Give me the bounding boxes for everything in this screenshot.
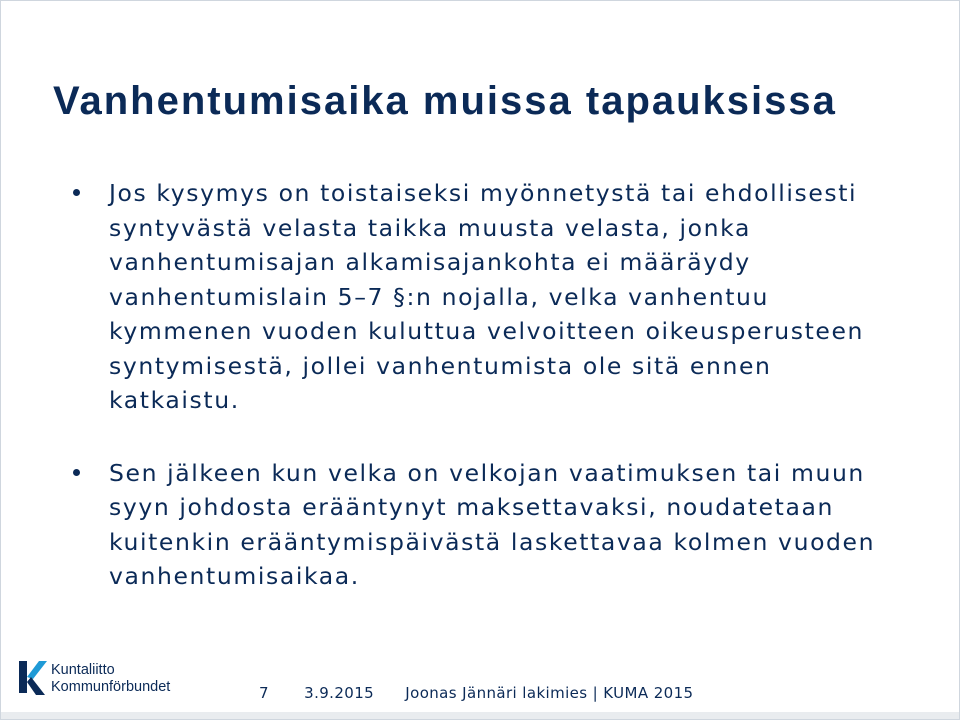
logo-line-1: Kuntaliitto <box>51 662 115 678</box>
bullet-item-2 <box>73 456 883 594</box>
bullet-item-1 <box>73 176 883 418</box>
slide-title: Vanhentumisaika muissa tapauksissa <box>53 79 837 123</box>
bullet-text-1: Jos kysymys on toistaiseksi myönnetystä tai ehdollisesti syntyvästä velasta taikka muusta velasta, jonka vanhentumisajan alkamisajankohta ei määräydy vanhentumislain 5–7 §:n nojalla, velka vanhentuu kymmenen vuoden kuluttua velvoitteen oikeusperusteen syntymisestä, jollei vanhentumista ole sitä ennen katkaistu. <box>109 179 865 414</box>
bullet-list <box>73 176 883 594</box>
slide-footer <box>259 684 693 702</box>
bullet-text-2: Sen jälkeen kun velka on velkojan vaatimuksen tai muun syyn johdosta erääntynyt maksettavaksi, noudatetaan kuitenkin erääntymispäivästä laskettavaa kolmen vuoden vanhentumisaikaa. <box>109 458 876 590</box>
footer-bar <box>1 712 959 719</box>
logo-line-2: Kommunförbundet <box>51 678 171 695</box>
footer-author: Joonas Jännäri lakimies | KUMA 2015 <box>405 684 694 702</box>
kuntaliitto-logo <box>17 657 187 701</box>
kuntaliitto-k-logo-icon <box>17 657 47 697</box>
page-number: 7 <box>259 684 269 702</box>
bullet-icon <box>73 469 80 476</box>
footer-date: 3.9.2015 <box>304 684 375 702</box>
bullet-icon <box>73 189 80 196</box>
